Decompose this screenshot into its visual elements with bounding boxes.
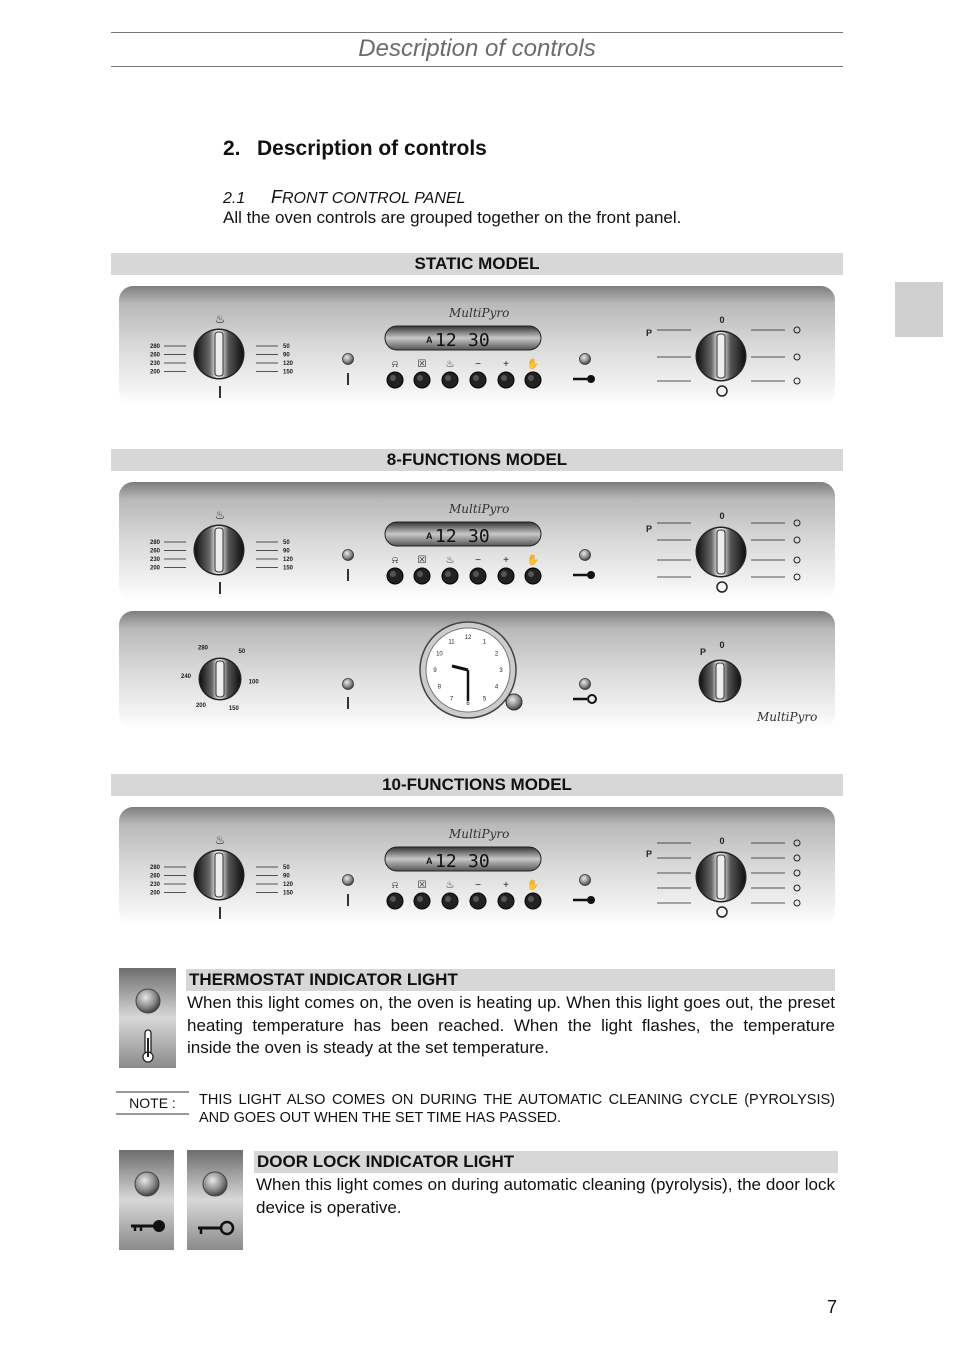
clock-number: 7 xyxy=(449,696,454,703)
thermostat-text: When this light comes on, the oven is heating up. When this light goes out, the preset heating temperature has been reached. When the light flashes, the temperature inside the oven is steady at the set temperature. xyxy=(187,993,835,1057)
flame-icon: ♨ xyxy=(214,833,226,847)
program-label: P xyxy=(646,849,653,859)
key-icon-head xyxy=(587,375,595,383)
temp-label-right: 50 xyxy=(283,865,290,871)
button-symbol: ♨ xyxy=(445,359,455,370)
control-panel-eight xyxy=(119,482,835,600)
temp-label-right: 120 xyxy=(283,361,294,367)
clock-number: 1 xyxy=(482,639,487,646)
display-hours: 12 xyxy=(435,330,457,351)
temp-label-left: 260 xyxy=(150,548,161,555)
page-header-title: Description of controls xyxy=(358,35,596,62)
eight-functions-analog-panel xyxy=(119,611,835,729)
clock-number: 6 xyxy=(466,701,470,707)
temp-label-left: 200 xyxy=(150,565,161,572)
button-symbol: ⍾ xyxy=(391,359,399,370)
clock-display xyxy=(385,522,541,546)
thermostat-led xyxy=(343,354,354,365)
note-label: NOTE : xyxy=(116,1091,189,1115)
function-knob xyxy=(696,331,747,382)
button-symbol: ☒ xyxy=(417,359,427,370)
button-symbol: − xyxy=(475,359,481,370)
button-symbol: ✋ xyxy=(526,555,540,566)
brand-logo: MultiPyro xyxy=(449,306,510,320)
button-highlight xyxy=(473,896,479,902)
button-highlight xyxy=(390,375,396,381)
temp-label-right: 90 xyxy=(283,548,290,555)
temp-label-left: 260 xyxy=(150,352,161,359)
clock-number: 3 xyxy=(499,668,503,674)
display-minutes: 30 xyxy=(468,526,490,547)
display-minutes: 30 xyxy=(468,851,490,872)
button-highlight xyxy=(390,896,396,902)
analog-brand-logo: MultiPyro xyxy=(757,710,818,724)
analog-function-knob xyxy=(699,660,742,703)
eight-functions-panel xyxy=(119,482,835,600)
button-highlight xyxy=(501,571,507,577)
button-highlight xyxy=(445,571,451,577)
door-lock-light-icon-b xyxy=(187,1150,243,1255)
button-symbol: ☒ xyxy=(417,555,427,566)
zero-label: 0 xyxy=(719,511,725,521)
subsection-heading: 2.1 FRONT CONTROL PANEL xyxy=(223,187,466,207)
button-symbol: ☒ xyxy=(417,880,427,891)
clock-display xyxy=(385,326,541,350)
program-label: P xyxy=(646,328,653,338)
display-hours: 12 xyxy=(435,851,457,872)
clock-number: 2 xyxy=(494,651,499,658)
temp-label-left: 230 xyxy=(150,361,161,367)
display-prefix: A xyxy=(426,531,433,541)
button-highlight xyxy=(528,571,534,577)
temp-label-right: 150 xyxy=(283,565,294,572)
door-lock-light-icon-a xyxy=(119,1150,174,1255)
control-panel-static xyxy=(119,286,835,405)
intro-text: All the oven controls are grouped together on the front panel. xyxy=(223,208,682,227)
temp-label-right: 120 xyxy=(283,557,294,563)
display-prefix: A xyxy=(426,856,433,866)
thermostat-knob xyxy=(194,329,245,380)
door-lock-text: When this light comes on during automatic cleaning (pyrolysis), the door lock device is operative. xyxy=(256,1175,835,1217)
header-rule-bottom xyxy=(111,66,843,67)
clock-number: 5 xyxy=(482,696,487,703)
ten-functions-panel xyxy=(119,807,835,925)
chapter-tab xyxy=(895,282,943,337)
analog-temp-label: 240 xyxy=(181,673,192,680)
door-lock-led xyxy=(580,875,591,886)
analog-program-label: P xyxy=(700,647,707,657)
clock-number: 9 xyxy=(433,668,437,674)
thermostat-knob xyxy=(194,850,245,901)
page-number: 7 xyxy=(827,1297,838,1317)
temp-label-right: 90 xyxy=(283,873,290,880)
clock-number: 4 xyxy=(494,684,499,691)
zero-label: 0 xyxy=(719,315,725,325)
program-label: P xyxy=(646,524,653,534)
door-lock-led xyxy=(580,354,591,365)
button-highlight xyxy=(473,571,479,577)
analog-temp-label: 100 xyxy=(248,679,259,686)
analog-door-lock-led xyxy=(580,679,591,690)
temp-label-left: 230 xyxy=(150,882,161,888)
temp-label-right: 50 xyxy=(283,540,290,546)
control-panel-ten xyxy=(119,807,835,925)
analog-temp-label: 280 xyxy=(197,645,209,652)
function-knob xyxy=(696,527,747,578)
clock-number: 10 xyxy=(436,651,443,658)
static-model-panel xyxy=(119,286,835,405)
ten-functions-band: 10-FUNCTIONS MODEL xyxy=(111,774,843,796)
analog-thermostat-led xyxy=(343,679,354,690)
key-icon-head xyxy=(587,571,595,579)
header-rule-top xyxy=(111,32,843,33)
thermostat-light-icon xyxy=(119,968,176,1073)
temp-label-right: 120 xyxy=(283,882,294,888)
button-highlight xyxy=(417,571,423,577)
button-symbol: + xyxy=(503,555,509,566)
analog-zero-label: 0 xyxy=(719,640,725,650)
clock-number: 8 xyxy=(437,684,442,691)
brand-logo: MultiPyro xyxy=(449,827,510,841)
button-highlight xyxy=(417,896,423,902)
button-symbol: ⍾ xyxy=(391,880,399,891)
button-symbol: ✋ xyxy=(526,359,540,370)
temp-label-right: 90 xyxy=(283,352,290,359)
function-knob xyxy=(696,852,747,903)
clock-number: 12 xyxy=(464,635,472,641)
display-hours: 12 xyxy=(435,526,457,547)
button-highlight xyxy=(501,375,507,381)
temp-label-left: 280 xyxy=(150,344,161,350)
temp-label-left: 200 xyxy=(150,890,161,897)
button-highlight xyxy=(445,375,451,381)
button-symbol: ✋ xyxy=(526,880,540,891)
button-symbol: ♨ xyxy=(445,880,455,891)
thermostat-led xyxy=(343,550,354,561)
flame-icon: ♨ xyxy=(214,312,226,326)
button-symbol: ⍾ xyxy=(391,555,399,566)
thermostat-knob xyxy=(194,525,245,576)
thermostat-title: THERMOSTAT INDICATOR LIGHT xyxy=(186,969,835,991)
analog-thermostat-knob xyxy=(199,658,242,701)
door-lock-led xyxy=(580,550,591,561)
static-model-band: STATIC MODEL xyxy=(111,253,843,275)
brand-logo: MultiPyro xyxy=(449,502,510,516)
button-highlight xyxy=(445,896,451,902)
note-text: THIS LIGHT ALSO COMES ON DURING THE AUTOMATIC CLEANING CYCLE (PYROLYSIS) AND GOES OUT WHEN THE SET TIME HAS PASSED. xyxy=(199,1092,835,1126)
key-icon-head xyxy=(587,896,595,904)
temp-label-left: 230 xyxy=(150,557,161,563)
door-lock-title: DOOR LOCK INDICATOR LIGHT xyxy=(254,1151,838,1173)
clock-number: 11 xyxy=(448,639,455,646)
analog-temp-label: 200 xyxy=(195,703,206,710)
section-heading: 2. Description of controls xyxy=(223,137,487,160)
analog-temp-label: 150 xyxy=(228,706,239,713)
temp-label-right: 150 xyxy=(283,369,294,376)
display-prefix: A xyxy=(426,335,433,345)
analog-temp-label: 50 xyxy=(238,648,246,655)
temp-label-left: 200 xyxy=(150,369,161,376)
button-highlight xyxy=(501,896,507,902)
button-highlight xyxy=(417,375,423,381)
button-highlight xyxy=(528,896,534,902)
button-symbol: − xyxy=(475,555,481,566)
display-minutes: 30 xyxy=(468,330,490,351)
thermostat-led xyxy=(343,875,354,886)
temp-label-left: 280 xyxy=(150,540,161,546)
temp-label-left: 260 xyxy=(150,873,161,880)
temp-label-left: 280 xyxy=(150,865,161,871)
clock-display xyxy=(385,847,541,871)
button-symbol: − xyxy=(475,880,481,891)
temp-label-right: 150 xyxy=(283,890,294,897)
button-highlight xyxy=(528,375,534,381)
control-panel-analog xyxy=(119,611,835,729)
eight-functions-band: 8-FUNCTIONS MODEL xyxy=(111,449,843,471)
clock-set-knob xyxy=(506,694,522,710)
flame-icon: ♨ xyxy=(214,508,226,522)
temp-label-right: 50 xyxy=(283,344,290,350)
button-symbol: ♨ xyxy=(445,555,455,566)
button-highlight xyxy=(390,571,396,577)
zero-label: 0 xyxy=(719,836,725,846)
button-symbol: + xyxy=(503,359,509,370)
button-symbol: + xyxy=(503,880,509,891)
button-highlight xyxy=(473,375,479,381)
